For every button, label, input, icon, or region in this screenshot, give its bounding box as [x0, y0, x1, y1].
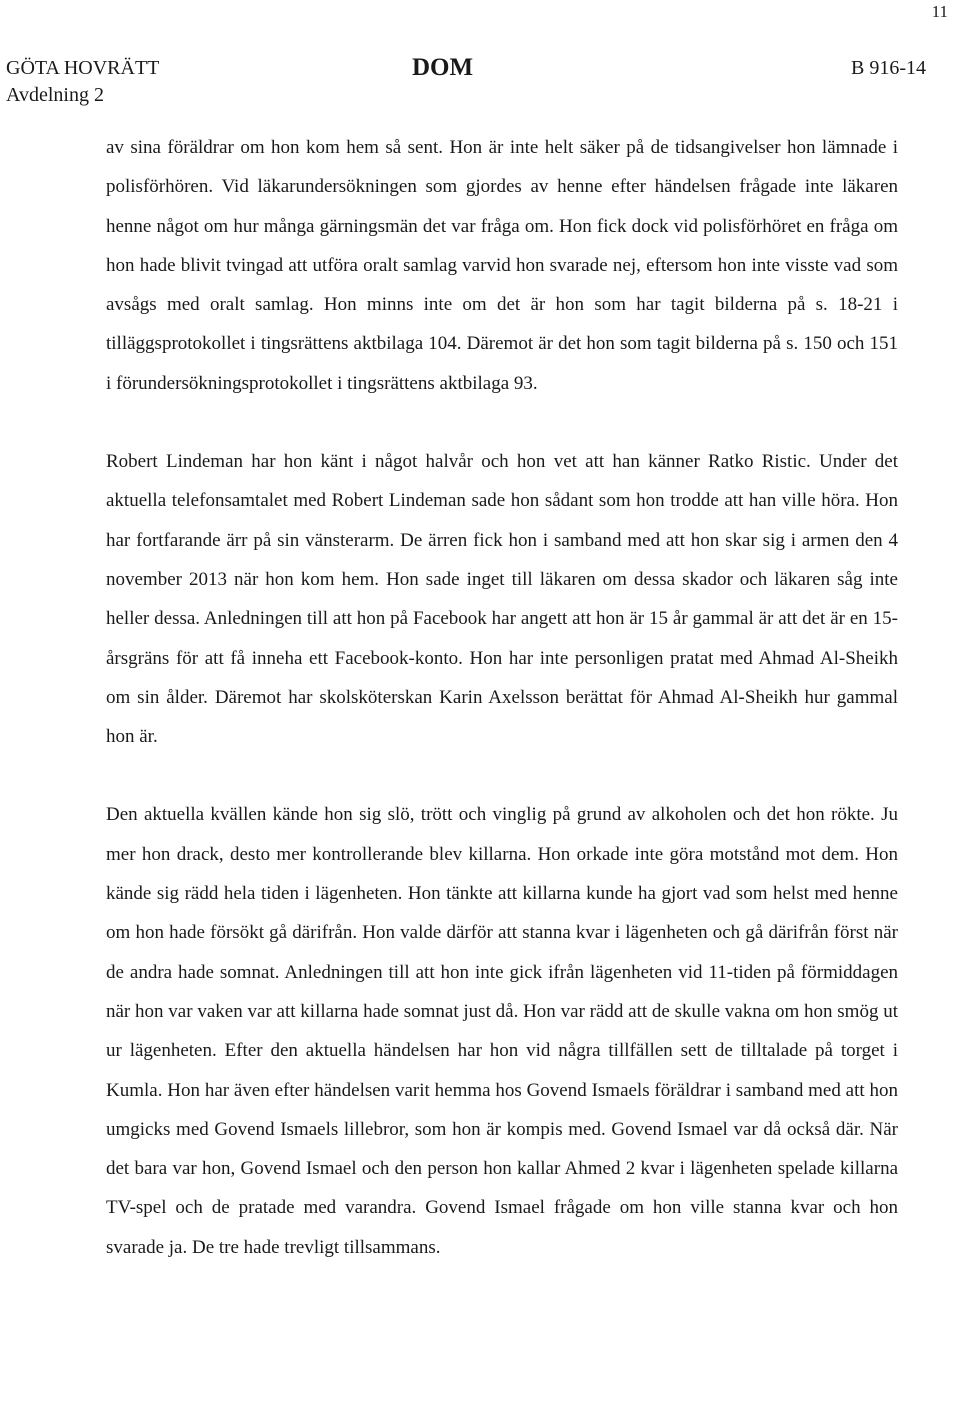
document-header	[6, 56, 926, 112]
paragraph: av sina föräldrar om hon kom hem så sent. Hon är inte helt säker på de tidsangivelser hon lämnade i polisförhören. Vid läkarundersökningen som gjordes av henne efter händelsen frågade inte läkaren henne något om hur många gärningsmän det var fråga om. Hon fick dock vid polisförhöret en fråga om hon hade blivit tvingad att utföra oralt samlag varvid hon svarade nej, eftersom hon inte visste vad som avsågs med oralt samlag. Hon minns inte om det är hon som har tagit bilderna på s. 18-21 i tilläggsprotokollet i tingsrättens aktbilaga 104. Däremot är det hon som tagit bilderna på s. 150 och 151 i förundersökningsprotokollet i tingsrättens aktbilaga 93.	[106, 137, 898, 394]
paragraph: Robert Lindeman har hon känt i något halvår och hon vet att han känner Ratko Ristic. Under det aktuella telefonsamtalet med Robert Lindeman sade hon sådant som hon trodde att han ville höra. Hon har fortfarande ärr på sin vänsterarm. De ärren fick hon i samband med att hon skar sig i armen den 4 november 2013 när hon kom hem. Hon sade inget till läkaren om dessa skador och läkaren såg inte heller dessa. Anledningen till att hon på Facebook har angett att hon är 15 år gammal är att det är en 15-årsgräns för att få inneha ett Facebook-konto. Hon har inte personligen pratat med Ahmad Al-Sheikh om sin ålder. Däremot har skolsköterskan Karin Axelsson berättat för Ahmad Al-Sheikh hur gammal hon är.	[106, 451, 898, 748]
document-body	[106, 128, 898, 1267]
case-number: B 916-14	[851, 57, 926, 79]
page-number: 11	[931, 2, 948, 21]
paragraph: Den aktuella kvällen kände hon sig slö, trött och vinglig på grund av alkoholen och det hon rökte. Ju mer hon drack, desto mer kontrollerande blev killarna. Hon orkade inte göra motstånd mot dem. Hon kände sig rädd hela tiden i lägenheten. Hon tänkte att killarna kunde ha gjort vad som helst med henne om hon hade försökt gå därifrån. Hon valde därför att stanna kvar i lägenheten och gå därifrån först när de andra hade somnat. Anledningen till att hon inte gick ifrån lägenheten vid 11-tiden på förmiddagen när hon var vaken var att killarna hade somnat just då. Hon var rädd att de skulle vakna om hon smög ut ur lägenheten. Efter den aktuella händelsen har hon vid några tillfällen sett de tilltalade på torget i Kumla. Hon har även efter händelsen varit hemma hos Govend Ismaels föräldrar i samband med att hon umgicks med Govend Ismaels lillebror, som hon är kompis med. Govend Ismael var då också där. När det bara var hon, Govend Ismael och den person hon kallar Ahmed 2 kvar i lägenheten spelade killarna TV-spel och de pratade med varandra. Govend Ismael frågade om hon ville stanna kvar och hon svarade ja. De tre hade trevligt tillsammans.	[106, 804, 898, 1258]
document-type: DOM	[412, 54, 474, 81]
court-name: GÖTA HOVRÄTT	[6, 57, 160, 79]
court-division: Avdelning 2	[6, 84, 104, 106]
